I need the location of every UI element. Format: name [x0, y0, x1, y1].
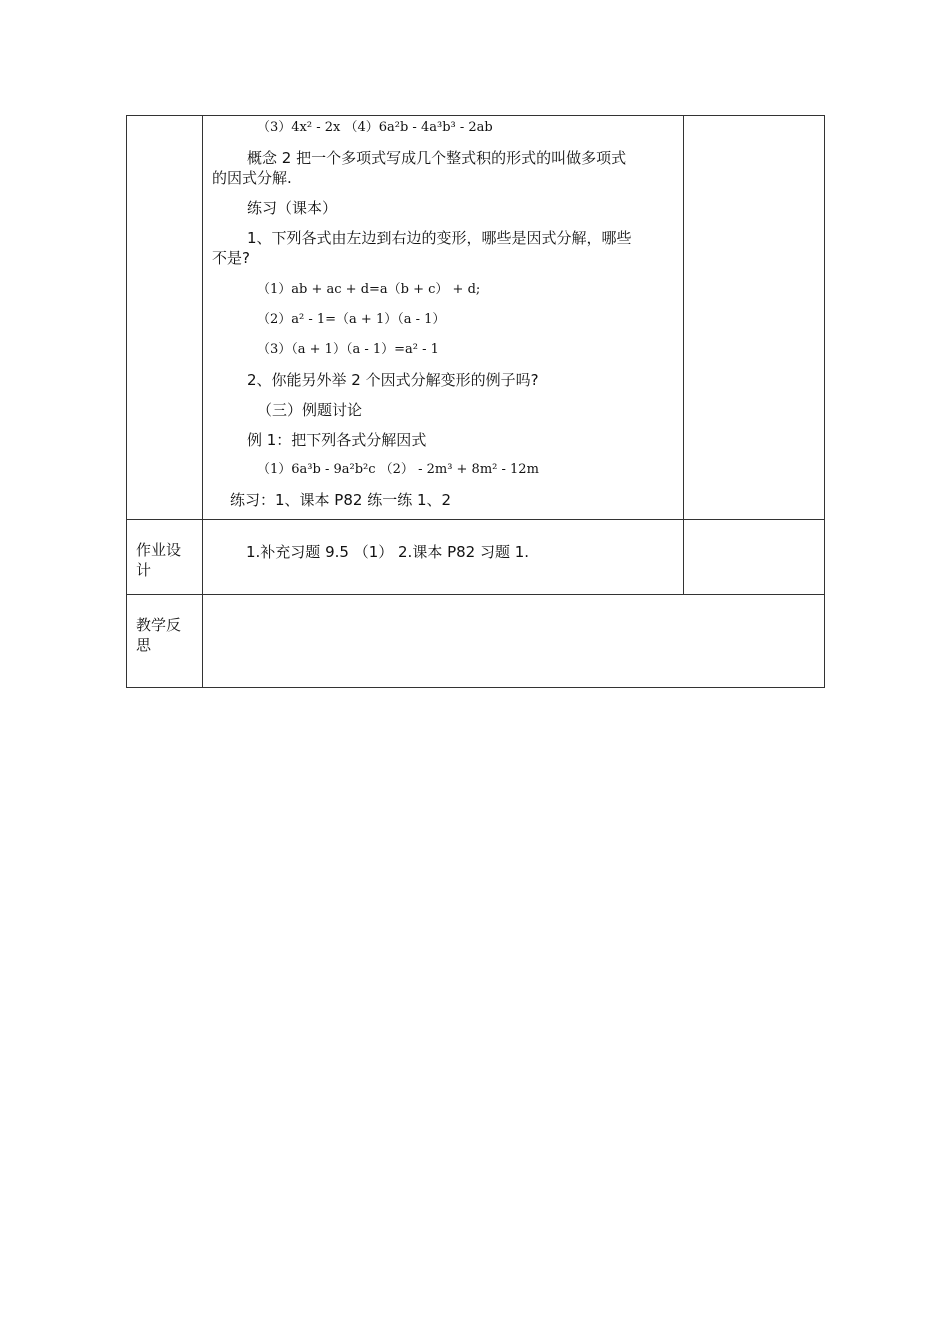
lesson-plan-table — [126, 115, 825, 688]
concept-2-line2: 的因式分解. — [212, 169, 292, 187]
reflection-content — [203, 595, 825, 688]
question-2: 2、你能另外举 2 个因式分解变形的例子吗? — [247, 371, 539, 389]
row1-label-cell — [127, 116, 203, 520]
section-3-title: （三）例题讨论 — [257, 401, 363, 419]
homework-content: 1.补充习题 9.5 （1） 2.课本 P82 习题 1. — [203, 520, 684, 595]
question-1-item-2: （2）a² - 1=（a + 1）（a - 1） — [257, 312, 446, 327]
practice-2: 练习：1、课本 P82 练一练 1、2 — [230, 491, 452, 509]
example-1-title: 例 1：把下列各式分解因式 — [247, 431, 427, 449]
homework-row — [127, 520, 825, 595]
reflection-label: 教学反思 — [127, 595, 203, 688]
question-1-item-3: （3）（a + 1）（a - 1）=a² - 1 — [257, 342, 439, 357]
teaching-content-cell — [203, 116, 684, 520]
row1-notes-cell — [684, 116, 825, 520]
reflection-row — [127, 595, 825, 688]
question-1-line1: 1、下列各式由左边到右边的变形，哪些是因式分解，哪些 — [247, 229, 632, 247]
homework-label: 作业设计 — [127, 520, 203, 595]
question-1-item-1: （1）ab + ac + d=a（b + c） + d; — [257, 282, 481, 297]
concept-2-line1: 概念 2 把一个多项式写成几个整式积的形式的叫做多项式 — [247, 149, 627, 167]
example-1-items: （1）6a³b - 9a²b²c （2） - 2m³ + 8m² - 12m — [257, 462, 539, 477]
question-1-line2: 不是? — [212, 249, 250, 267]
practice-title: 练习（课本） — [247, 199, 338, 217]
exercise-items-3-4: （3）4x² - 2x （4）6a²b - 4a³b³ - 2ab — [257, 120, 493, 135]
homework-notes-cell — [684, 520, 825, 595]
teaching-process-row — [127, 116, 825, 520]
